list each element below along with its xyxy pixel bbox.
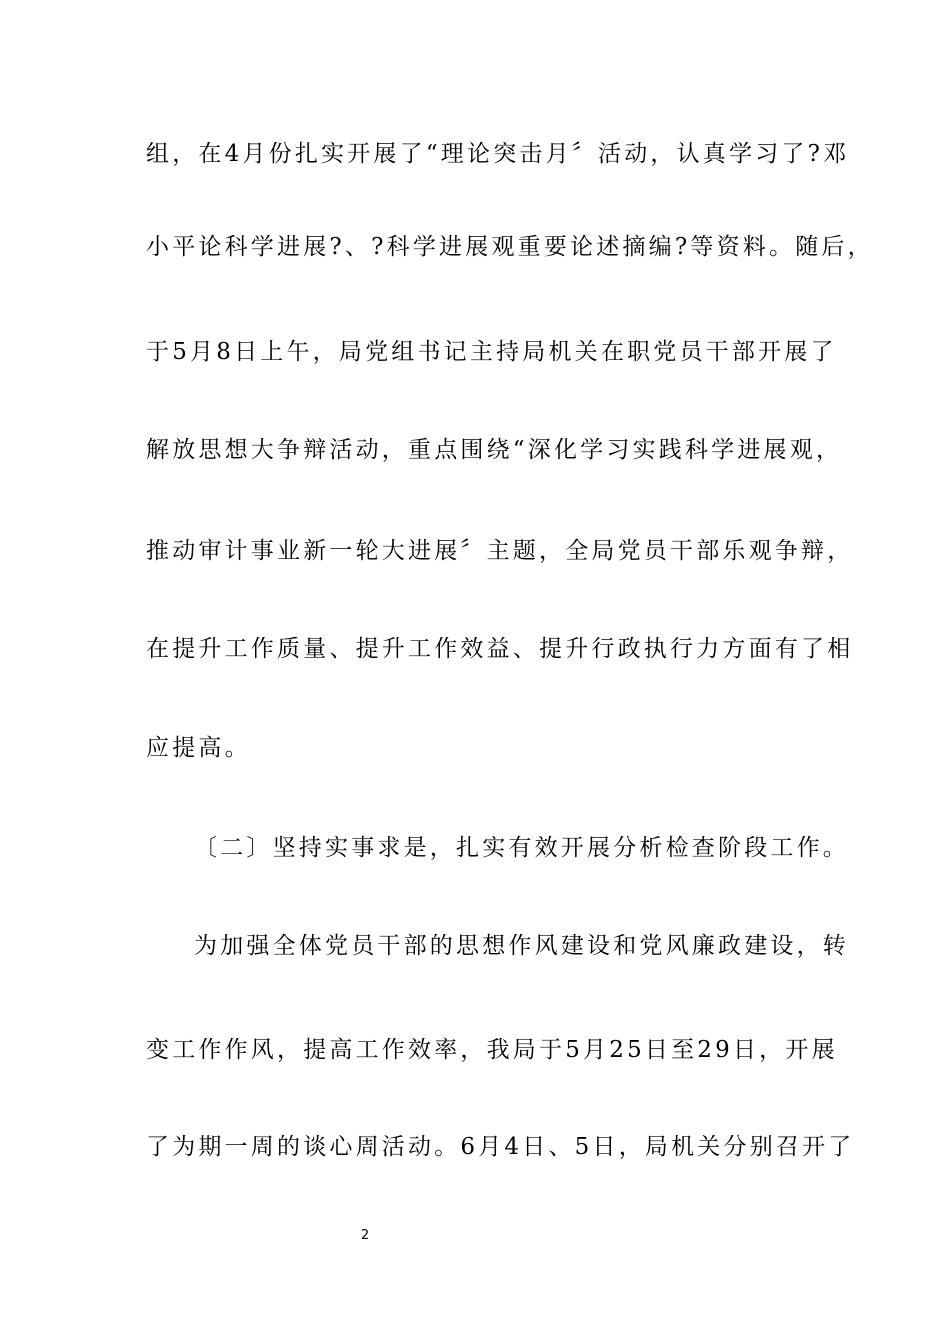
text-line-11: 了为期一周的谈心周活动。6月4日、5日，局机关分别召开了 [146,1134,855,1160]
text-line-9: 为加强全体党员干部的思想作风建设和党风廉政建设，转 [194,933,849,959]
section-heading: 〔二〕坚持实事求是，扎实有效开展分析检查阶段工作。 [194,835,849,861]
text-line-10: 变工作作风，提高工作效率，我局于5月25日至29日，开展 [146,1037,838,1063]
page-number: 2 [360,1228,370,1243]
text-line-2: 小平论科学进展?、?科学进展观重要论述摘编?等资料。随后， [146,234,874,260]
text-line-3: 于5月8日上午，局党组书记主持局机关在职党员干部开展了 [146,339,837,365]
text-line-6: 在提升工作质量、提升工作效益、提升行政执行力方面有了相 [146,636,854,662]
text-line-7: 应提高。 [146,735,251,761]
text-line-5: 推动审计事业新一轮大进展〞主题，全局党员干部乐观争辩， [146,538,854,564]
text-line-1: 组，在4月份扎实开展了“理论突击月〞活动，认真学习了?邓 [146,141,850,167]
text-line-4: 解放思想大争辩活动，重点围绕“深化学习实践科学进展观， [146,437,843,463]
